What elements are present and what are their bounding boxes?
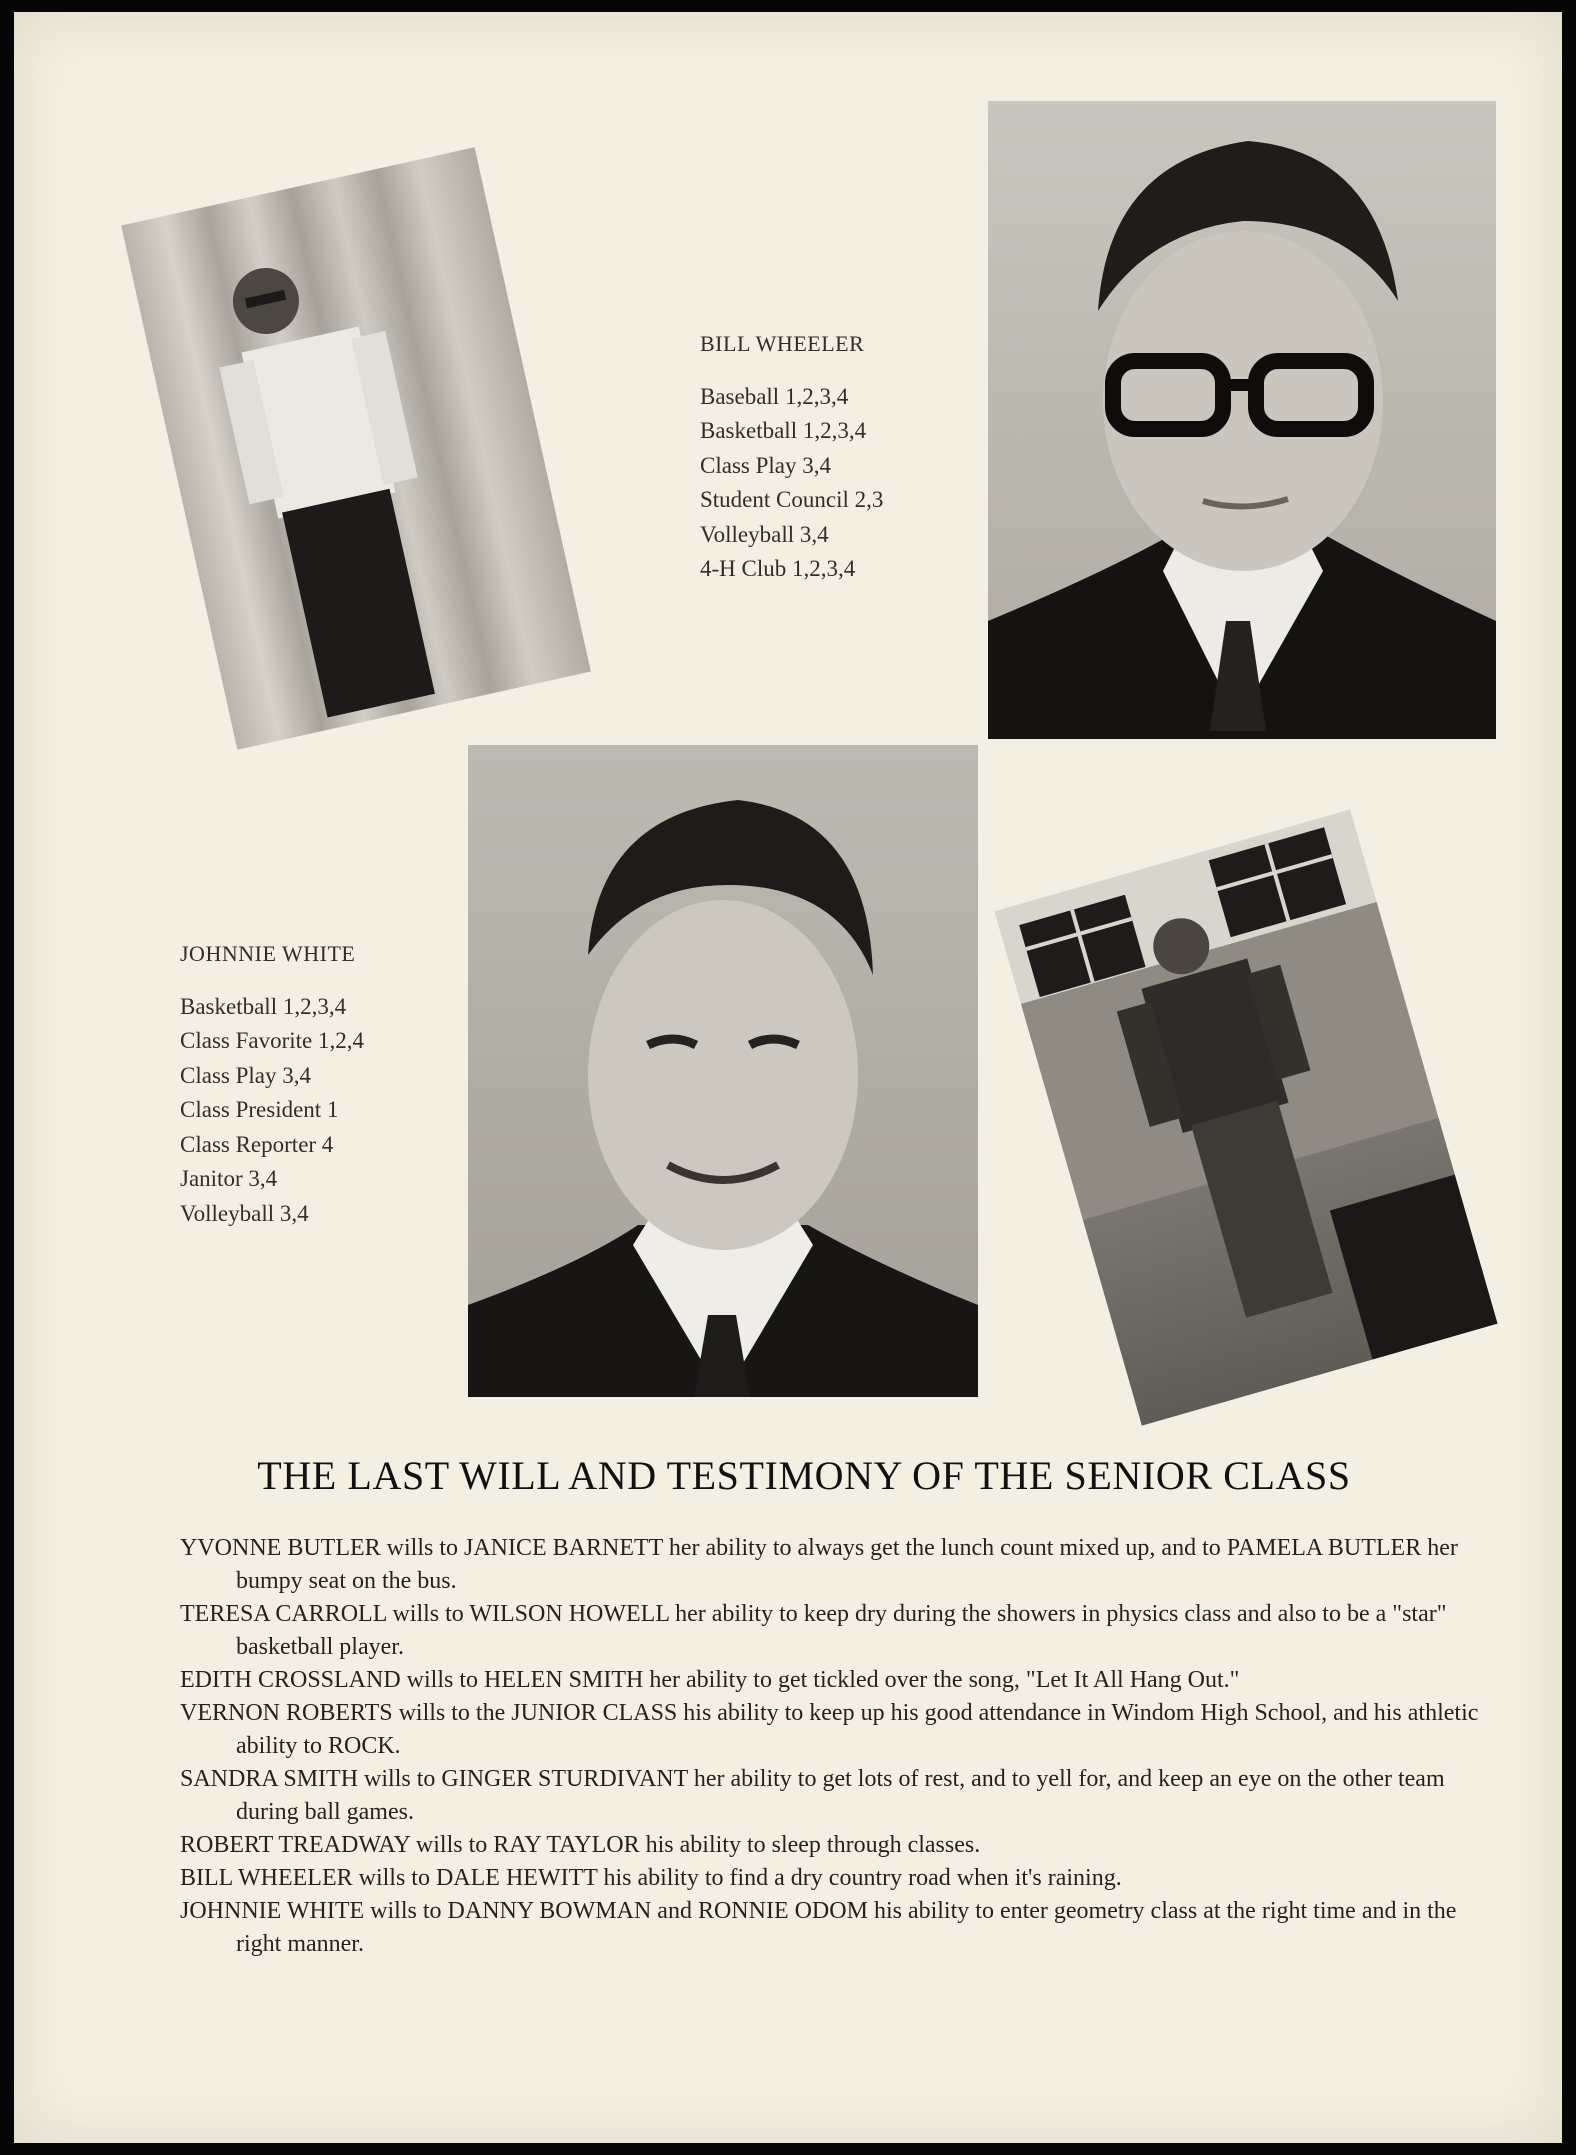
bio-bill-wheeler: [700, 327, 883, 587]
activity-list: [700, 380, 883, 587]
wills-list: [180, 1532, 1480, 1961]
will-entry: VERNON ROBERTS wills to the JUNIOR CLASS his ability to keep up his good attendance in Windom High School, and his athletic ability to ROCK.: [180, 1700, 1479, 1759]
activity-item: Volleyball 3,4: [180, 1200, 309, 1226]
will-entry: YVONNE BUTLER wills to JANICE BARNETT her ability to always get the lunch count mixed up, and to PAMELA BUTLER her bumpy seat on the bus.: [180, 1535, 1458, 1594]
portrait-bill-wheeler: [988, 101, 1496, 739]
portrait-johnnie-white: [468, 745, 978, 1397]
activity-list: [180, 990, 364, 1232]
bio-johnnie-white: [180, 937, 364, 1231]
bio-name: JOHNNIE WHITE: [180, 941, 356, 966]
will-entry: ROBERT TREADWAY wills to RAY TAYLOR his ability to sleep through classes.: [180, 1832, 981, 1858]
will-entry: TERESA CARROLL wills to WILSON HOWELL her ability to keep dry during the showers in physics class and also to be a "star" basketball player.: [180, 1601, 1447, 1660]
activity-item: Basketball 1,2,3,4: [180, 993, 347, 1019]
activity-item: Baseball 1,2,3,4: [700, 383, 849, 409]
bio-name: BILL WHEELER: [700, 331, 865, 356]
activity-item: Class Play 3,4: [180, 1062, 311, 1088]
activity-item: Basketball 1,2,3,4: [700, 418, 867, 443]
activity-item: Volleyball 3,4: [700, 521, 829, 547]
will-entry: BILL WHEELER wills to DALE HEWITT his ability to find a dry country road when it's raining.: [180, 1865, 1122, 1891]
activity-item: Class Play 3,4: [700, 452, 831, 478]
will-entry: SANDRA SMITH wills to GINGER STURDIVANT her ability to get lots of rest, and to yell for, and keep an eye on the other team during ball games.: [180, 1766, 1445, 1825]
will-entry: EDITH CROSSLAND wills to HELEN SMITH her ability to get tickled over the song, "Let It All Hang Out.": [180, 1667, 1240, 1693]
activity-item: Student Council 2,3: [700, 487, 884, 512]
candid-photo-bill-wheeler: [121, 147, 591, 750]
candid-photo-johnnie-white: [994, 809, 1497, 1425]
page-title: THE LAST WILL AND TESTIMONY OF THE SENIOR CLASS: [257, 1453, 1351, 1498]
activity-item: Janitor 3,4: [180, 1166, 278, 1191]
will-entry: JOHNNIE WHITE wills to DANNY BOWMAN and RONNIE ODOM his ability to enter geometry class at the right time and in the right manner.: [180, 1898, 1457, 1957]
activity-item: 4-H Club 1,2,3,4: [700, 556, 856, 581]
yearbook-page: [14, 12, 1562, 2143]
activity-item: Class Favorite 1,2,4: [180, 1028, 364, 1053]
activity-item: Class Reporter 4: [180, 1131, 334, 1157]
activity-item: Class President 1: [180, 1097, 339, 1122]
